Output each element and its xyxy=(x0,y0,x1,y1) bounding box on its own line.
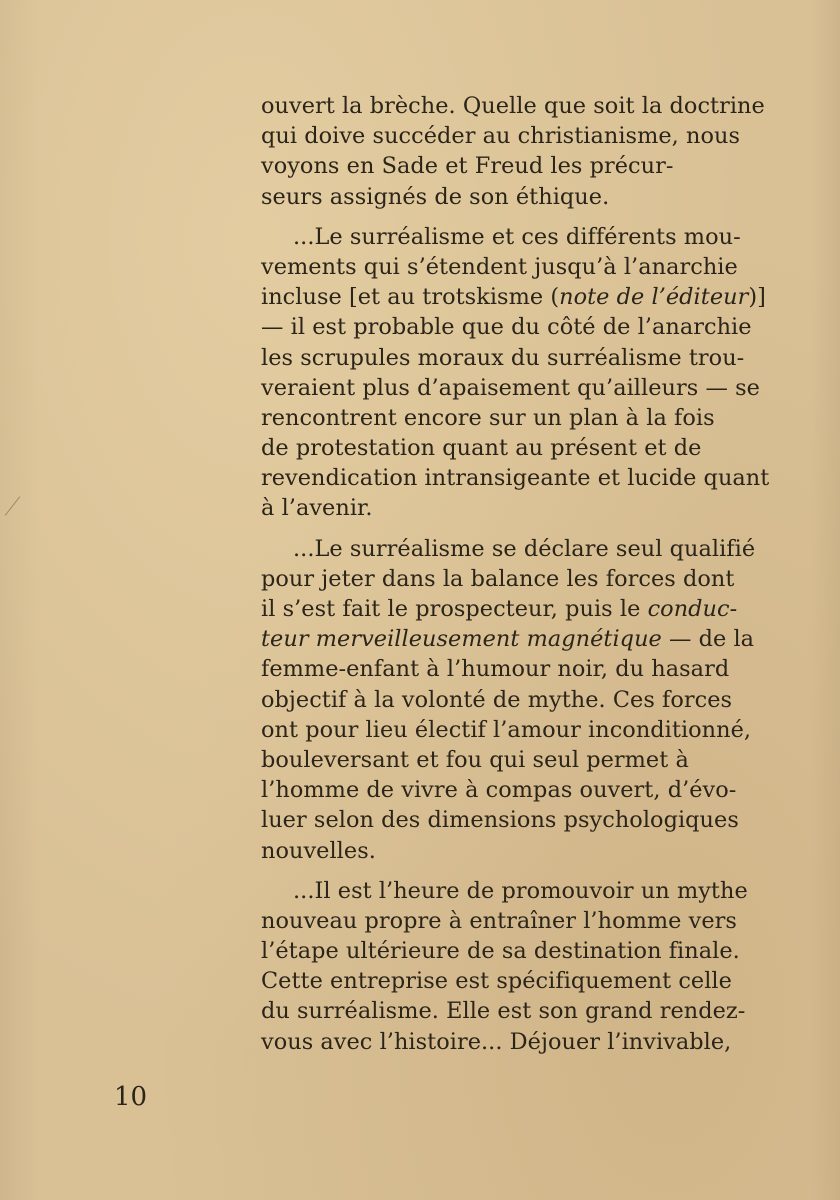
text-line: ...Il est l’heure de promouvoir un mythe xyxy=(293,877,748,904)
text-line: ...Le surréalisme et ces différents mou- xyxy=(293,223,741,250)
page-number: 10 xyxy=(114,1082,148,1112)
text-fragment: — de la xyxy=(661,626,755,653)
paragraph-1 xyxy=(261,91,801,212)
text-line: femme-enfant à l’humour noir, du hasard xyxy=(261,656,730,683)
text-line: Cette entreprise est spécifiquement celle xyxy=(261,968,732,995)
text-line: pour jeter dans la balance les forces dont xyxy=(261,565,735,592)
text-line: seurs assignés de son éthique. xyxy=(261,183,610,210)
text-line: nouveau propre à entraîner l’homme vers xyxy=(261,907,737,934)
text-line: du surréalisme. Elle est son grand rendez- xyxy=(261,998,746,1025)
text-line: de protestation quant au présent et de xyxy=(261,435,702,462)
text-line: les scrupules moraux du surréalisme trou- xyxy=(261,344,745,371)
text-line: revendication intransigeante et lucide quant xyxy=(261,465,770,492)
text-fragment: il s’est fait le prospecteur, puis le xyxy=(261,596,648,622)
text-line: — il est probable que du côté de l’anarchie xyxy=(261,314,752,341)
text-line: bouleversant et fou qui seul permet à xyxy=(261,746,689,773)
text-line: ont pour lieu électif l’amour inconditionné, xyxy=(261,716,752,743)
margin-mark xyxy=(5,496,21,516)
text-line: vements qui s’étendent jusqu’à l’anarchie xyxy=(261,253,738,280)
text-line: ...Le surréalisme se déclare seul qualifié xyxy=(293,535,756,562)
body-text xyxy=(261,91,801,1057)
text-line-mixed xyxy=(261,624,801,654)
text-line: veraient plus d’apaisement qu’ailleurs — se xyxy=(261,374,760,401)
text-line-mixed xyxy=(261,594,801,624)
text-line: ouvert la brèche. Quelle que soit la doctrine xyxy=(261,93,765,119)
text-line-mixed xyxy=(261,282,801,312)
text-fragment: incluse [et au trotskisme ( xyxy=(261,284,560,311)
text-line: nouvelles. xyxy=(261,837,376,864)
text-line: vous avec l’histoire... Déjouer l’invivable, xyxy=(261,1028,732,1055)
text-fragment: )] xyxy=(748,284,766,311)
editor-note: note de l’éditeur xyxy=(559,284,749,311)
paragraph-4 xyxy=(261,876,801,1057)
text-line: objectif à la volonté de mythe. Ces forces xyxy=(261,686,733,713)
paragraph-3 xyxy=(261,534,801,866)
paragraph-2 xyxy=(261,222,801,524)
italic-fragment: conduc- xyxy=(647,596,738,622)
text-line: à l’avenir. xyxy=(261,495,373,522)
text-line: voyons en Sade et Freud les précur- xyxy=(261,153,674,180)
text-line: l’étape ultérieure de sa destination finale. xyxy=(261,938,740,965)
italic-fragment: teur merveilleusement magnétique xyxy=(261,626,662,653)
text-line: luer selon des dimensions psychologiques xyxy=(261,807,739,834)
text-line: l’homme de vivre à compas ouvert, d’évo- xyxy=(261,777,737,804)
text-line: qui doive succéder au christianisme, nous xyxy=(261,123,741,150)
text-line: rencontrent encore sur un plan à la fois xyxy=(261,404,715,431)
